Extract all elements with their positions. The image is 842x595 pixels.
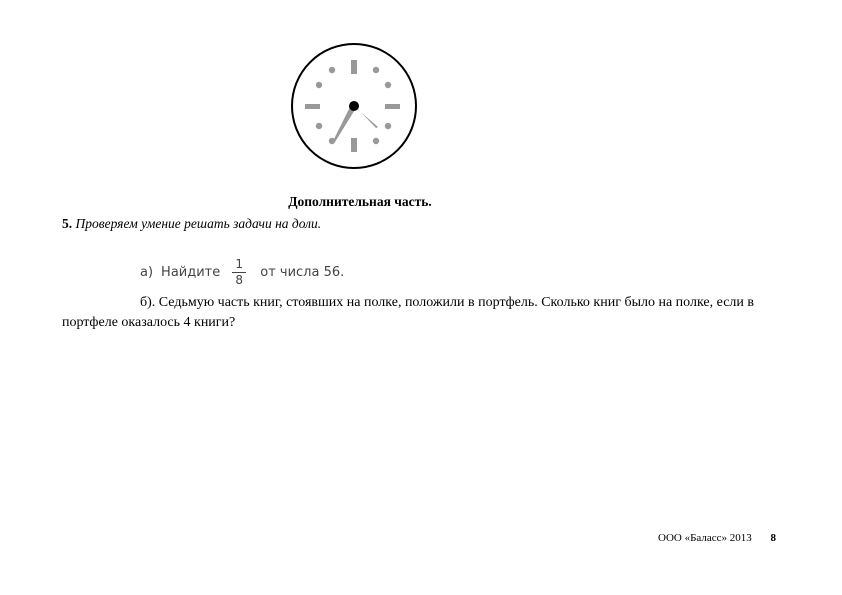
page-number: 8 <box>770 532 777 544</box>
section-title: Дополнительная часть. <box>288 194 432 209</box>
clock-dot-4 <box>385 123 391 129</box>
clock-mark-6 <box>351 138 357 152</box>
clock-dot-5 <box>373 138 379 144</box>
fraction-numerator: 1 <box>235 256 244 271</box>
task-heading <box>62 216 321 232</box>
page-footer <box>658 532 776 544</box>
clock-dot-10 <box>316 82 322 88</box>
task-description: Проверяем умение решать задачи на доли. <box>75 216 322 231</box>
clock-mark-3 <box>385 104 400 109</box>
fraction-denominator: 8 <box>235 272 244 287</box>
clock-dot-1 <box>373 67 379 73</box>
clock-dot-11 <box>329 67 335 73</box>
clock-mark-12 <box>351 60 357 74</box>
part-a-question <box>140 257 344 287</box>
part-b-question: б). Седьмую часть книг, стоявших на полке, положили в портфель. Сколько книг было на полке, если в портфеле оказалось 4 книги? <box>62 295 755 330</box>
clock-mark-9 <box>305 104 320 109</box>
clock-center <box>349 101 359 111</box>
part-a-prefix: а) <box>140 264 154 280</box>
footer-publisher: ООО «Баласс» 2013 <box>658 532 752 544</box>
clock-dot-8 <box>316 123 322 129</box>
task-number: 5. <box>62 216 73 231</box>
clock-face-icon <box>289 42 419 170</box>
fraction <box>232 258 246 287</box>
part-a-suffix: от числа 56. <box>260 264 345 280</box>
clock-dot-2 <box>385 82 391 88</box>
part-a-find-word: Найдите <box>161 264 221 280</box>
